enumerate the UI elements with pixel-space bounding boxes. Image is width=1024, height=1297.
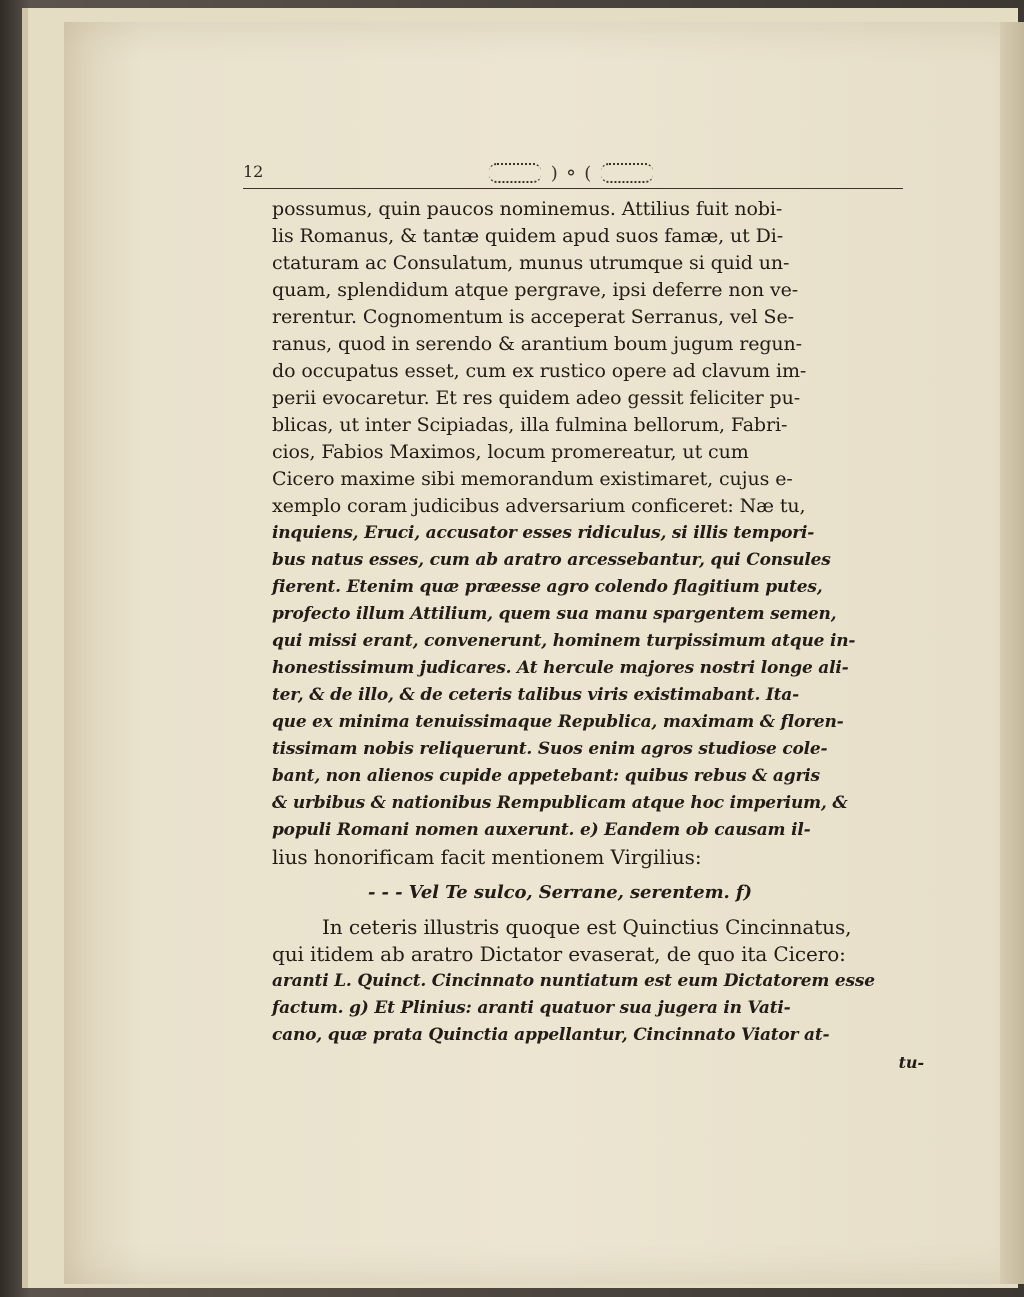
quotation-line: & urbibus & nationibus Rempublicam atque hoc imperium, & <box>272 793 848 813</box>
text-line: qui itidem ab aratro Dictator evaserat, de quo ita Cicero: <box>272 942 846 966</box>
quotation-line: tissimam nobis reliquerunt. Suos enim agros studiose cole- <box>272 739 828 759</box>
quotation-line: honestissimum judicares. At hercule majores nostri longe ali- <box>272 658 849 678</box>
quotation-line: bant, non alienos cupide appetebant: quibus rebus & agris <box>272 766 820 786</box>
catchword: tu- <box>898 1053 924 1072</box>
quotation-line: bus natus esses, cum ab aratro arcessebantur, qui Consules <box>272 550 831 570</box>
header-ornament <box>451 158 691 188</box>
quotation-line: populi Romani nomen auxerunt. e) Eandem ob causam il- <box>272 820 811 840</box>
ornament-rosette-right <box>601 163 653 183</box>
quotation-line: inquiens, Eruci, accusator esses ridiculus, si illis tempori- <box>272 523 815 543</box>
text-line: cios, Fabios Maximos, locum promereatur, ut cum <box>272 441 749 463</box>
verse-line: - - - Vel Te sulco, Serrane, serentem. f) <box>368 882 752 903</box>
text-line: quam, splendidum atque pergrave, ipsi deferre non ve- <box>272 279 799 301</box>
text-line: perii evocaretur. Et res quidem adeo gessit feliciter pu- <box>272 387 801 409</box>
text-line: lius honorificam facit mentionem Virgilius: <box>272 845 702 869</box>
text-line: Cicero maxime sibi memorandum existimaret, cujus e- <box>272 468 793 490</box>
quotation-line: cano, quæ prata Quinctia appellantur, Cincinnato Viator at- <box>272 1025 830 1045</box>
quotation-line: fierent. Etenim quæ præesse agro colendo flagitium putes, <box>272 577 823 597</box>
text-line: xemplo coram judicibus adversarium conficeret: Næ tu, <box>272 495 806 517</box>
ornament-center: ) ⚬ ( <box>550 162 592 184</box>
quotation-line: que ex minima tenuissimaque Republica, maximam & floren- <box>272 712 844 732</box>
text-line: ctaturam ac Consulatum, munus utrumque si quid un- <box>272 252 790 274</box>
quotation-line: profecto illum Attilium, quem sua manu spargentem semen, <box>272 604 837 624</box>
ornament-rosette-left <box>489 163 541 183</box>
text-line: possumus, quin paucos nominemus. Attilius fuit nobi- <box>272 198 783 220</box>
quotation-line: qui missi erant, convenerunt, hominem turpissimum atque in- <box>272 631 856 651</box>
text-line: lis Romanus, & tantæ quidem apud suos famæ, ut Di- <box>272 225 784 247</box>
text-line: do occupatus esset, cum ex rustico opere ad clavum im- <box>272 360 807 382</box>
page-body-text <box>272 196 924 1076</box>
running-head <box>243 158 903 198</box>
text-line: blicas, ut inter Scipiadas, illa fulmina bellorum, Fabri- <box>272 414 788 436</box>
quotation-line: factum. g) Et Plinius: aranti quatuor sua jugera in Vati- <box>272 998 791 1018</box>
header-rule <box>243 188 903 189</box>
page-number: 12 <box>243 162 264 181</box>
quotation-line: ter, & de illo, & de ceteris talibus viris existimabant. Ita- <box>272 685 799 705</box>
quotation-line: aranti L. Quinct. Cincinnato nuntiatum est eum Dictatorem esse <box>272 971 875 991</box>
paragraph-first-line: In ceteris illustris quoque est Quinctius Cincinnatus, <box>322 915 852 939</box>
text-line: rerentur. Cognomentum is acceperat Serranus, vel Se- <box>272 306 794 328</box>
page-fore-edge <box>1000 22 1024 1284</box>
text-line: ranus, quod in serendo & arantium boum jugum regun- <box>272 333 802 355</box>
